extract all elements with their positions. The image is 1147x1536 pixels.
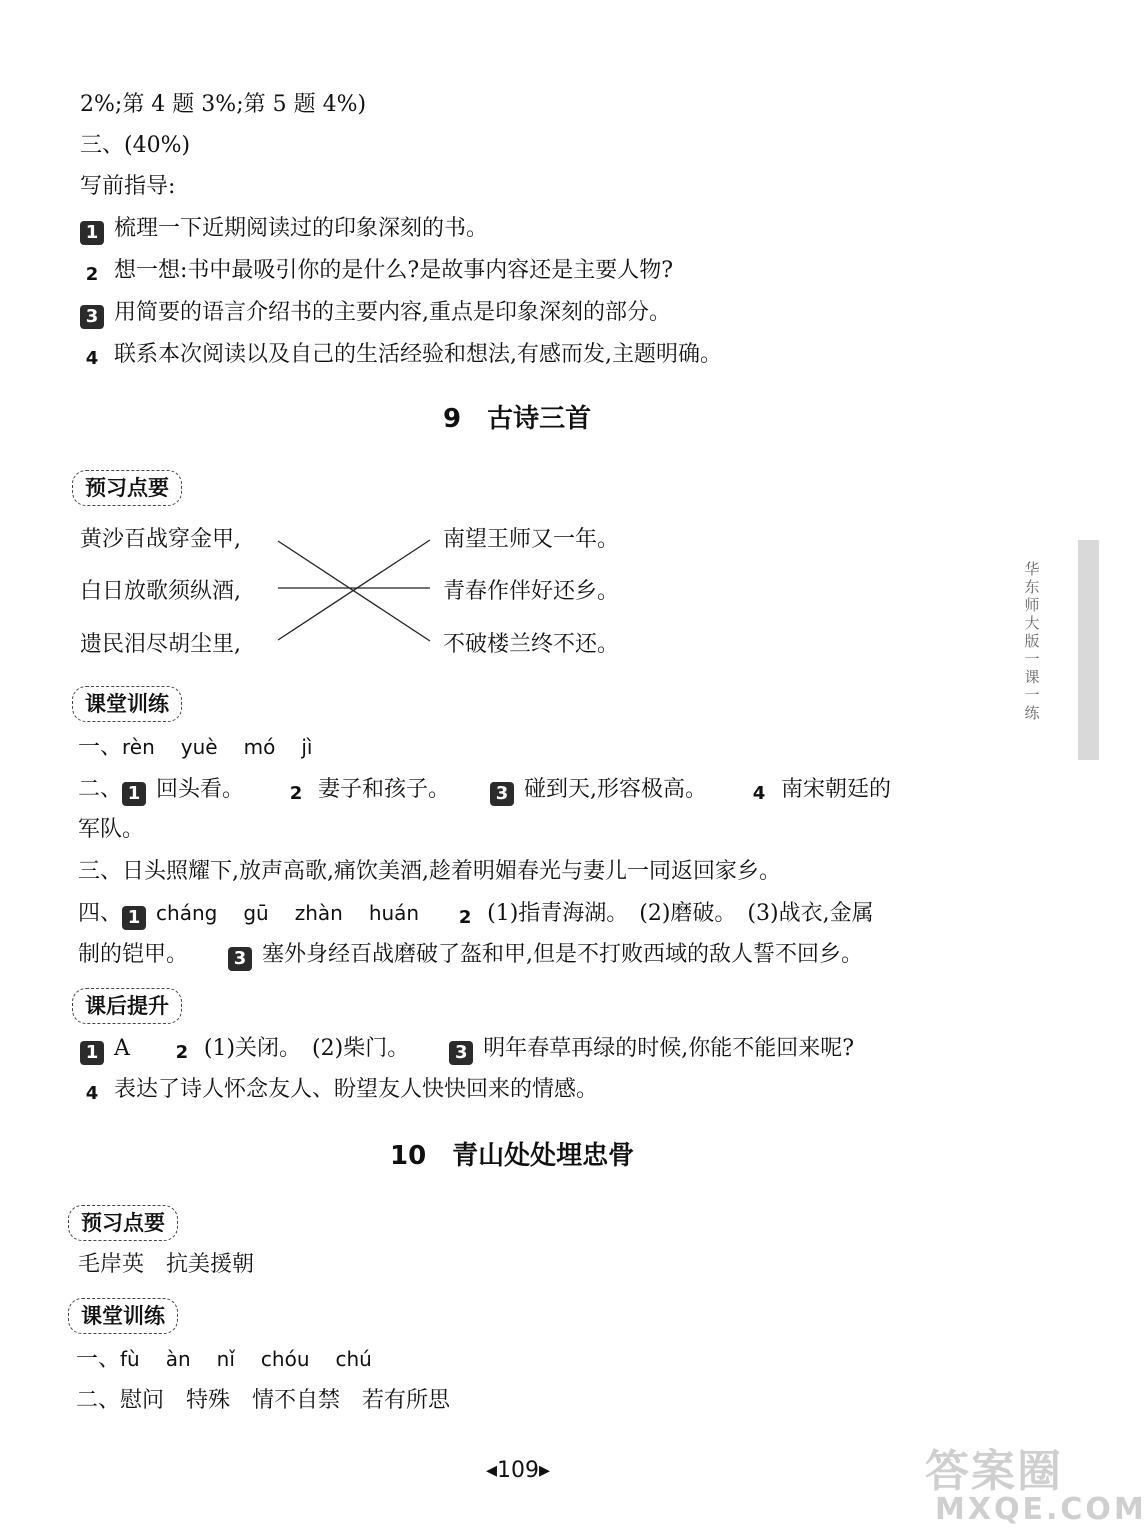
number-badge: 3 [449,1041,473,1065]
answer-text: 南宋朝廷的 [781,777,892,802]
pinyin: gū [243,901,269,925]
l10-preview-text: 毛岸英 抗美援朝 [78,1252,255,1277]
pinyin: nǐ [216,1347,235,1371]
watermark-logo: 答案圈 [925,1446,1063,1497]
poem-left-3: 遗民泪尽胡尘里, [80,632,241,657]
lesson-9-title: 9 古诗三首 [443,404,592,434]
poem-right-1: 南望王师又一年。 [443,527,620,552]
answer-text: 制的铠甲。 [78,942,189,967]
lesson-10-title: 10 青山处处埋忠骨 [390,1141,635,1171]
guide-label: 写前指导: [80,174,176,199]
match-line-3-1 [278,540,430,640]
poem-right-2: 青春作伴好还乡。 [443,579,620,604]
l9-q4-cont [78,940,863,971]
number-badge: 1 [122,782,146,806]
pinyin: zhàn [294,901,343,925]
number-badge: 4 [80,347,104,371]
guide-text: 用简要的语言介绍书的主要内容,重点是印象深刻的部分。 [114,300,671,325]
number-badge: 4 [80,1082,104,1106]
number-badge: 3 [80,305,104,329]
watermark-url: MXQE.COM [935,1492,1147,1527]
pinyin: yuè [180,735,218,759]
classroom-tag: 课堂训练 [68,1298,178,1334]
classroom-tag: 课堂训练 [72,686,182,722]
poem-right-3: 不破楼兰终不还。 [443,632,620,657]
pinyin: chóu [260,1347,310,1371]
answer-text: 妻子和孩子。 [318,777,451,802]
after-class-tag: 课后提升 [72,988,182,1024]
pinyin: huán [368,901,420,925]
number-badge: 3 [228,947,252,971]
continued-line: 2%;第 4 题 3%;第 5 题 4%) [80,92,367,117]
l9-q2-cont: 军队。 [78,817,145,842]
answer-text: (1)指青海湖。 (2)磨破。 (3)战衣,金属 [487,901,874,926]
pinyin: mó [243,735,276,759]
section-three-heading: 三、(40%) [80,133,191,158]
answer-text: (1)关闭。 (2)柴门。 [203,1036,410,1061]
pinyin: cháng [156,901,218,925]
side-series-label: 华东师大版一课一练 [1024,560,1040,722]
l9-q4 [78,898,874,930]
poem-left-2: 白日放歌须纵酒, [80,579,241,604]
q-label: 一、 [78,735,123,760]
answer-text: A [114,1036,130,1061]
number-badge: 2 [453,906,477,930]
answer-text: 表达了诗人怀念友人、盼望友人快快回来的情感。 [114,1077,599,1102]
pinyin: chú [335,1347,372,1371]
q-label: 一、 [76,1347,121,1372]
answer-text: 塞外身经百战磨破了盔和甲,但是不打败西域的敌人誓不回乡。 [262,942,864,967]
number-badge: 2 [170,1041,194,1065]
match-line-1-3 [278,541,430,641]
page-number: ◂109▸ [486,1458,551,1483]
number-badge: 2 [284,782,308,806]
l9-after-line1 [80,1034,854,1065]
matching-lines [0,0,1099,700]
answer-text: 明年春草再绿的时候,你能不能回来呢? [483,1036,855,1061]
l9-q3: 三、日头照耀下,放声高歌,痛饮美酒,趁着明媚春光与妻儿一同返回家乡。 [78,859,781,884]
pinyin: fù [120,1347,140,1371]
number-badge: 1 [122,906,146,930]
number-badge: 4 [747,782,771,806]
pinyin: àn [165,1347,191,1371]
q-label: 二、 [78,777,123,802]
guide-text: 联系本次阅读以及自己的生活经验和想法,有感而发,主题明确。 [114,342,722,367]
preview-tag: 预习点要 [72,470,182,506]
number-badge: 3 [490,782,514,806]
number-badge: 1 [80,221,104,245]
l9-after-line2 [80,1075,598,1106]
preview-tag: 预习点要 [68,1205,178,1241]
answer-text: 回头看。 [156,777,245,802]
l9-q2 [78,775,891,806]
edge-strip [1078,540,1099,760]
q-label: 四、 [78,901,123,926]
pinyin: rèn [122,735,155,759]
answer-text: 碰到天,形容极高。 [524,777,708,802]
number-badge: 1 [80,1041,104,1065]
l9-q1 [78,732,312,763]
l10-q1 [76,1344,372,1375]
number-badge: 2 [80,263,104,287]
pinyin: jì [301,735,313,759]
l10-q2: 二、慰问 特殊 情不自禁 若有所思 [76,1388,451,1413]
guide-text: 梳理一下近期阅读过的印象深刻的书。 [114,216,489,241]
poem-left-1: 黄沙百战穿金甲, [80,527,241,552]
guide-text: 想一想:书中最吸引你的是什么?是故事内容还是主要人物? [114,258,674,283]
